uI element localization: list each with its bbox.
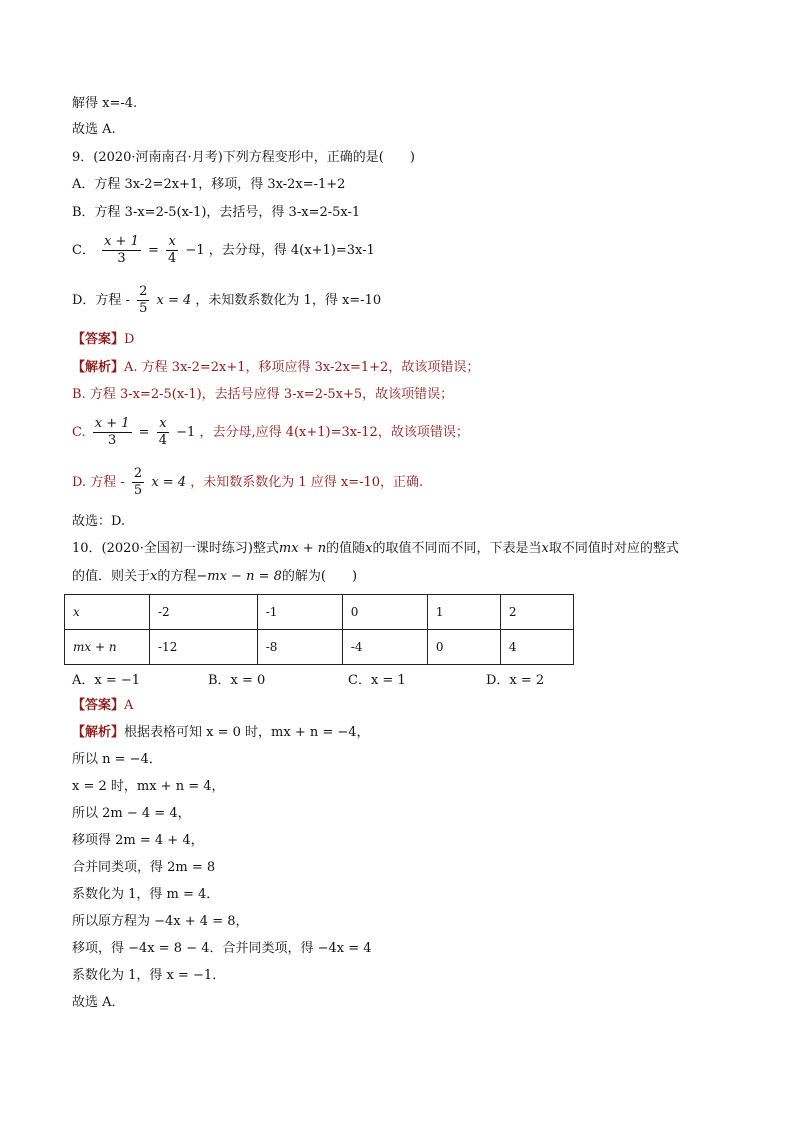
fraction-numerator: x	[166, 234, 178, 251]
fraction-numerator: 2	[139, 284, 148, 299]
table-cell: -1	[257, 595, 342, 630]
fraction-denominator: 5	[139, 301, 148, 316]
option-d-prefix: D．方程 -	[72, 293, 130, 308]
q10-analysis-step: 合并同类项，得 2m = 8	[72, 860, 216, 875]
stem-text: 10．(2020·全国初一课时练习)整式	[72, 541, 279, 556]
q9-analysis-d	[72, 466, 423, 500]
analysis-c-rhs-tail: −1	[176, 425, 196, 440]
option-c: C．x = 1	[348, 673, 406, 688]
table-cell: 1	[427, 595, 500, 630]
option-d: D．x = 2	[486, 673, 545, 688]
fraction-denominator: 5	[133, 483, 143, 498]
q9-stem: 9．(2020·河南南召·月考)下列方程变形中，正确的是( )	[72, 150, 415, 165]
q9-answer	[72, 331, 134, 349]
analysis-d-fraction	[132, 466, 144, 499]
analysis-label: 【解析】	[72, 360, 125, 375]
table-row	[65, 630, 574, 665]
fraction-numerator: x + 1	[94, 416, 130, 431]
stem-variable: x	[150, 569, 158, 584]
fraction-numerator: x	[157, 416, 169, 433]
fraction-numerator: 2	[133, 466, 143, 481]
equals-sign: =	[148, 243, 159, 258]
answer-label: 【答案】	[72, 332, 125, 347]
choose-line: 故选 A.	[72, 122, 116, 137]
option-c-rhs-fraction	[166, 234, 178, 267]
table-cell: x	[65, 595, 150, 630]
stem-text: 的取值不同而不同，下表是当	[372, 541, 542, 556]
stem-text: 的值随	[326, 541, 366, 556]
analysis-c-suffix: ，去分母,应得 4(x+1)=3x-12，故该项错误；	[199, 425, 469, 440]
option-d-fraction	[137, 284, 149, 317]
analysis-c-prefix: C.	[72, 425, 86, 440]
option-d-suffix: ，未知数系数化为 1，得 x=-10	[195, 293, 382, 308]
q10-analysis-step: 系数化为 1，得 x = −1．	[72, 968, 226, 983]
table-cell: mx + n	[65, 630, 150, 665]
q9-analysis-b: B. 方程 3-x=2-5(x-1)，去括号应得 3-x=2-5x+5，故该项错误；	[72, 387, 454, 402]
option-c-suffix: ，去分母，得 4(x+1)=3x-1	[208, 243, 375, 258]
option-a: A．x = −1	[72, 673, 141, 688]
q10-analysis-step: 系数化为 1，得 m = 4．	[72, 887, 220, 902]
q10-conclusion: 故选 A．	[72, 995, 125, 1010]
option-b: B．x = 0	[208, 673, 266, 688]
option-c-rhs-tail: −1	[185, 243, 205, 258]
table-cell: -8	[257, 630, 342, 665]
q10-analysis-step: x = 2 时，mx + n = 4，	[72, 779, 225, 794]
q9-option-b: B．方程 3-x=2-5(x-1)，去括号，得 3-x=2-5x-1	[72, 205, 361, 220]
stem-text: 的方程	[157, 569, 197, 584]
table-cell: 0	[342, 595, 427, 630]
table-cell: 2	[500, 595, 573, 630]
table-cell: 4	[500, 630, 573, 665]
q10-analysis-step	[72, 724, 370, 742]
q10-stem-line2	[72, 568, 357, 586]
stem-text: 的解为( )	[281, 569, 358, 584]
analysis-d-tail: x = 4	[151, 475, 187, 490]
fraction-denominator: 3	[117, 251, 126, 266]
q10-analysis-step: 所以原方程为 −4x + 4 = 8，	[72, 914, 249, 929]
stem-text: 取不同值时对应的整式	[548, 541, 679, 556]
q9-conclusion: 故选：D.	[72, 514, 126, 529]
q9-analysis-c	[72, 416, 469, 450]
fraction-denominator: 4	[168, 251, 177, 266]
analysis-a-text: A. 方程 3x-2=2x+1，移项应得 3x-2x=1+2，故该项错误；	[124, 360, 480, 375]
answer-value: A	[124, 698, 134, 713]
q10-stem-line1	[72, 540, 679, 558]
q10-analysis-step: 移项得 2m = 4 + 4，	[72, 833, 204, 848]
equals-sign: =	[138, 425, 150, 440]
option-c-prefix: C．	[72, 243, 95, 258]
table-cell: -2	[150, 595, 258, 630]
q10-analysis-step: 所以 2m − 4 = 4，	[72, 806, 191, 821]
value-table	[64, 594, 574, 665]
q9-option-a: A．方程 3x-2=2x+1，移项，得 3x-2x=-1+2	[72, 177, 346, 192]
answer-value: D	[124, 332, 135, 347]
analysis-d-prefix: D. 方程 -	[72, 475, 125, 490]
q9-analysis-a	[72, 359, 479, 377]
stem-equation: −mx − n = 8	[196, 569, 282, 584]
q10-analysis-step: 移项，得 −4x = 8 − 4．合并同类项，得 −4x = 4	[72, 941, 372, 956]
q10-answer	[72, 697, 133, 715]
fraction-denominator: 3	[108, 433, 117, 448]
stem-variable: x	[541, 541, 549, 556]
q9-option-d	[72, 284, 381, 318]
option-c-lhs-fraction	[102, 234, 141, 267]
q10-analysis-step: 所以 n = −4．	[72, 752, 162, 767]
analysis-c-rhs-fraction	[157, 416, 169, 449]
q9-option-c	[72, 234, 375, 268]
analysis-d-suffix: ，未知数系数化为 1 应得 x=-10，正确.	[190, 475, 424, 490]
table-cell: 0	[427, 630, 500, 665]
analysis-c-lhs-fraction	[93, 416, 132, 449]
table-cell: -4	[342, 630, 427, 665]
fraction-denominator: 4	[158, 433, 167, 448]
solve-line: 解得 x=-4.	[72, 96, 138, 111]
table-cell: -12	[150, 630, 258, 665]
table-row	[65, 595, 574, 630]
analysis-label: 【解析】	[72, 725, 125, 740]
stem-text: 的值．则关于	[72, 569, 151, 584]
stem-variable: x	[365, 541, 373, 556]
option-d-tail: x = 4	[156, 293, 192, 308]
answer-label: 【答案】	[72, 698, 125, 713]
fraction-numerator: x + 1	[104, 234, 139, 249]
analysis-step-text: 根据表格可知 x = 0 时，mx + n = −4，	[124, 725, 370, 740]
stem-expression: mx + n	[278, 541, 327, 556]
